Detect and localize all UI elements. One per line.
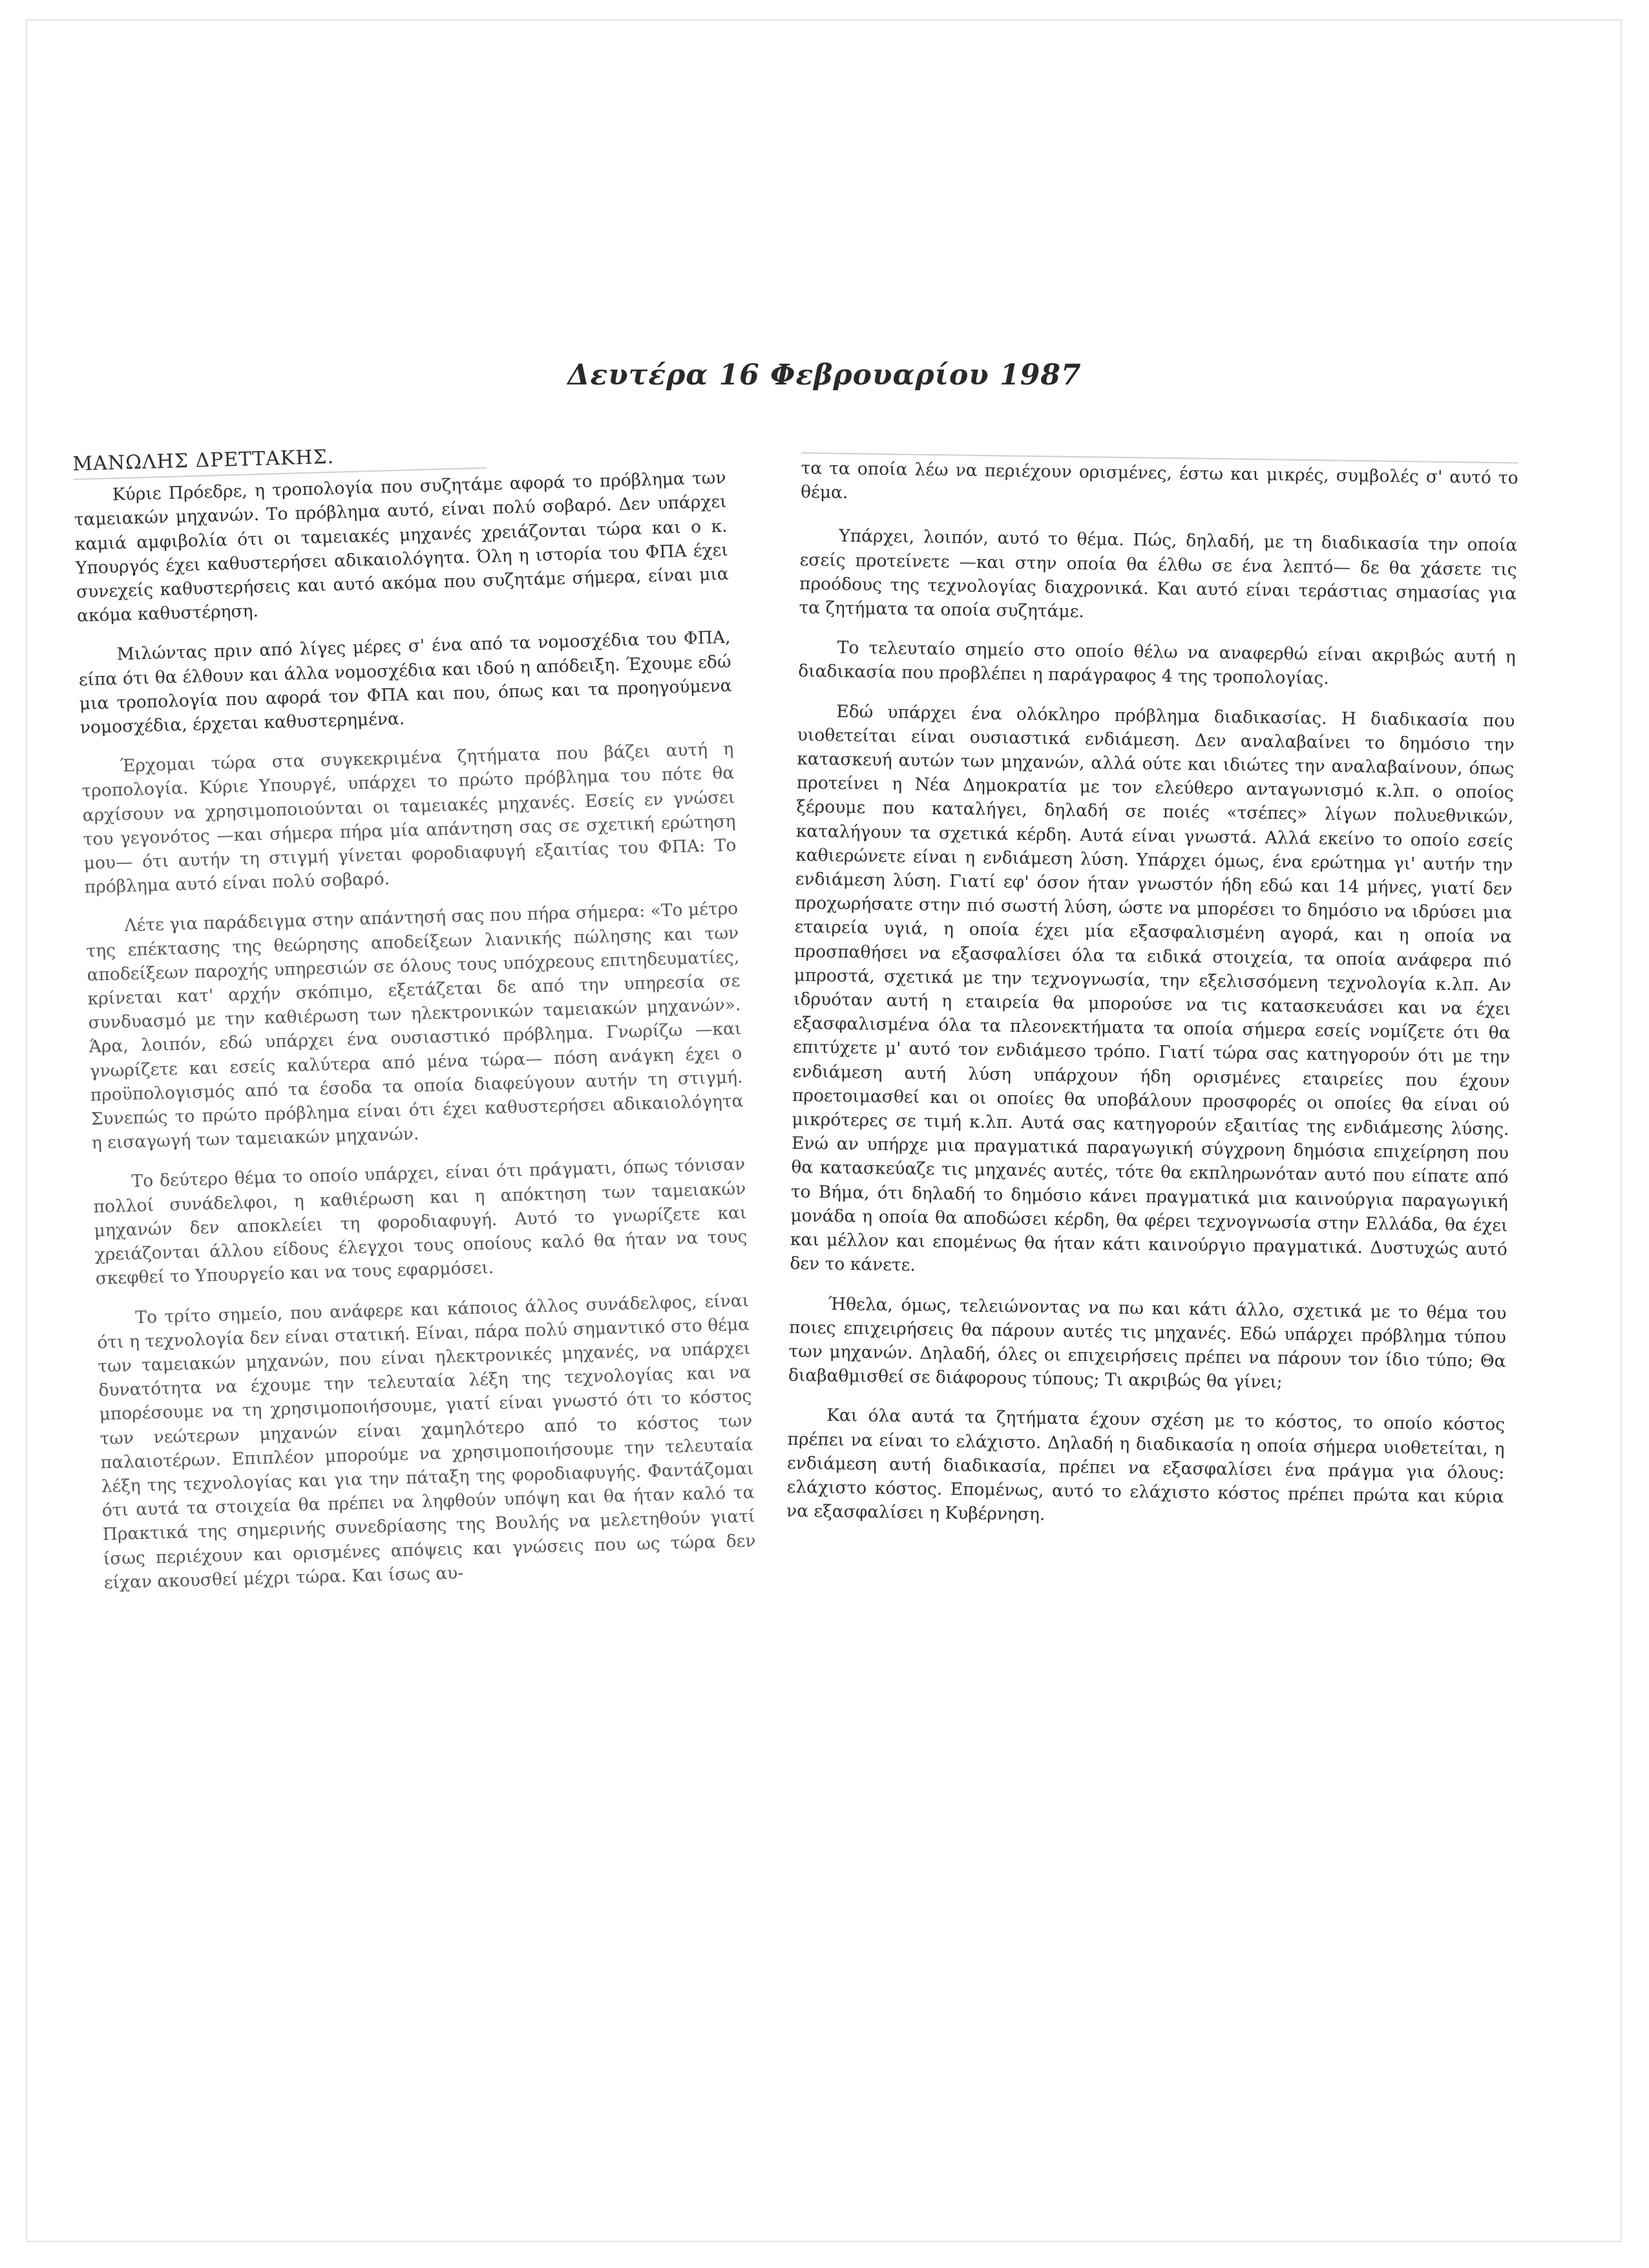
paragraph: Λέτε για παράδειγμα στην απάντησή σας που πήρα σήμερα: «Το μέτρο της επέκτασης της θεώρησης αποδείξεων λιανικής πώλησης και των αποδείξεων παροχής υπηρεσιών σε όλους τους υπόχρεους επιτηδευματίες, κρίνεται κατ' αρχήν σκόπιμο, εξετάζεται δε από την υπηρεσία σε συνδυασμό με την καθιέρωση των ηλεκτρονικών ταμειακών μηχανών». Άρα, λοιπόν, εδώ υπάρχει ένα ουσιαστικό πρόβλημα. Γνωρίζω —και γνωρίζετε και εσείς καλύτερα από μένα τώρα— πόση ανάγκη έχει ο προϋπολογισμός από τα έσοδα τα οποία διαφεύγουν αυτήν τη στιγμή. Συνεπώς το πρώτο πρόβλημα είναι ότι έχει καθυστερήσει αδικαιολόγητα η εισαγωγή των ταμειακών μηχανών. [86, 898, 744, 1153]
paragraph: Το δεύτερο θέμα το οποίο υπάρχει, είναι ότι πράγματι, όπως τόνισαν πολλοί συνάδελφοι, η καθιέρωση και η απόκτηση των ταμειακών μηχανών δεν αποκλείει τη φοροδιαφυγή. Αυτό το γνωρίζετε και χρειάζονται άλλου είδους έλεγχοι τους οποίους καλό θα ήταν να τους σκεφθεί το Υπουργείο και να τους εφαρμόσει. [93, 1154, 748, 1289]
paragraph: Το τρίτο σημείο, που ανάφερε και κάποιος άλλος συνάδελφος, είναι ότι η τεχνολογία δεν είναι στατική. Είναι, πάρα πολύ σημαντικό στο θέμα των ταμειακών μηχανών, που είναι ηλεκτρονικές μηχανές, να υπάρχει δυνατότητα να έχουμε την τελευταία λέξη της τεχνολογίας και να μπορέσουμε να τη χρησιμοποιήσουμε, γιατί είναι γνωστό ότι το κόστος των νεώτερων μηχανών είναι χαμηλότερο από το κόστος των παλαιοτέρων. Επιπλέον μπορούμε να χρησιμοποιήσουμε την τελευταία λέξη της τεχνολογίας και για την πάταξη της φοροδιαφυγής. Φαντάζομαι ότι αυτά τα στοιχεία θα πρέπει να ληφθούν υπόψη και θα ήταν καλό τα Πρακτικά της σημερινής συνεδρίασης της Βουλής να μελετηθούν γιατί ίσως περιέχουν και ορισμένες απόψεις και γνώσεις που ως τώρα δεν είχαν ακουσθεί μέχρι τώρα. Και ίσως αυ- [97, 1290, 756, 1593]
paragraph: Το τελευταίο σημείο στο οποίο θέλω να αναφερθώ είναι ακριβώς αυτή η διαδικασία που προβλέπει η παράγραφος 4 της τροπολογίας. [798, 638, 1516, 689]
speaker-name: ΜΑΝΩΛΗΣ ΔΡΕΤΤΑΚΗΣ. [72, 441, 487, 480]
right-text-column [786, 452, 1518, 1549]
paragraph: Και όλα αυτά τα ζητήματα έχουν σχέση με το κόστος, το οποίο κόστος πρέπει να είναι το ελάχιστο. Δηλαδή η διαδικασία η οποία σήμερα υιοθετείται, η ενδιάμεση αυτή διαδικασία, πρέπει να εξασφαλίσει ένα πράγμα για όλους: ελάχιστο κόστος. Επομένως, αυτό το ελάχιστο κόστος πρέπει πρώτα και κύρια να εξασφαλίσει η Κυβέρνηση. [786, 1405, 1506, 1525]
paragraph: Κύριε Πρόεδρε, η τροπολογία που συζητάμε αφορά το πρόβλημα των ταμειακών μηχανών. Το πρόβλημα αυτό, είναι πολύ σοβαρό. Δεν υπάρχει καμιά αμφιβολία ότι οι ταμειακές μηχανές χρειάζονται τώρα και ο κ. Υπουργός έχει καθυστερήσει αδικαιολόγητα. Όλη η ιστορία του ΦΠΑ έχει συνεχείς καθυστερήσεις και αυτό ακόμα που συζητάμε σήμερα, είναι μια ακόμα καθυστέρηση. [74, 467, 730, 627]
paragraph: Μιλώντας πριν από λίγες μέρες σ' ένα από τα νομοσχέδια του ΦΠΑ, είπα ότι θα έλθουν και άλλα νομοσχέδια και ιδού η απόδειξη. Έχουμε εδώ μια τροπολογία που αφορά τον ΦΠΑ και που, όπως και τα προηγούμενα νομοσχέδια, έρχεται καθυστερημένα. [78, 627, 732, 738]
paragraph: Εδώ υπάρχει ένα ολόκληρο πρόβλημα διαδικασίας. Η διαδικασία που υιοθετείται είναι ουσιαστικά ενδιάμεση. Δεν αναλαβαίνει το δημόσιο την κατασκευή αυτών των μηχανών, αλλά ούτε και ιδιώτες την αναλαβαίνουν, όπως προτείνει η Νέα Δημοκρατία με τον ελεύθερο ανταγωνισμό κ.λπ. ο οποίος ξέρουμε που καταλήγει, δηλαδή σε ποιές «τσέπες» λίγων πολυεθνικών, καταλήγουν τα σχετικά κέρδη. Αυτά είναι γνωστά. Αλλά εκείνο το οποίο εσείς καθιερώνετε είναι η ενδιάμεση λύση. Υπάρχει όμως, ένα ερώτημα γι' αυτήν την ενδιάμεση λύση. Γιατί εφ' όσον ήταν γνωστόν ήδη εδώ και 14 μήνες, γιατί δεν προχωρήσατε στην πιό σωστή λύση, ώστε να μπορέσει το δημόσιο να ιδρύσει μια εταιρεία υγιά, η οποία έχει μία εξασφαλισμένη αγορά, και η οποία να προσπαθήσει να εξασφαλίσει όλα τα ειδικά στοιχεία, τα οποία ανάφερα πιό μπροστά, σχετικά με την τεχνογνωσία, την εξελισσόμενη τεχνολογία κ.λπ. Αν ιδρυόταν αυτή η εταιρεία θα μπορούσε να τις κατασκευάσει και να έχει εξασφαλισμένα όλα τα πλεονεκτήματα τα οποία σήμερα εσείς νομίζετε ότι θα επιτύχετε μ' αυτό τον ενδιάμεσο τρόπο. Γιατί τώρα σας κατηγορούν ότι με την ενδιάμεση αυτή λύση υπάρχουν ήδη ορισμένες εταιρείες που έχουν προετοιμασθεί και οι οποίες θα υποβάλουν προσφορές οι οποίες θα είναι ού μικρότερες σε τιμή κ.λπ. Αυτά σας κατηγορούν εξαιτίας της ενδιάμεσης λύσης. Ενώ αν υπήρχε μια πραγματικά παραγωγική σύγχρονη δημόσια επιχείρηση που θα κατασκεύαζε τις μηχανές αυτές, τότε θα εκπληρωνόταν αυτό που είπατε από το Βήμα, ότι δηλαδή το δημόσιο κάνει πραγματικά μια καινούργια παραγωγική μονάδα η οποία θα αποδώσει κέρδη, θα φέρει τεχνογνωσία στην Ελλάδα, θα έχει και μέλλον και επομένως θα ήταν κάτι καινούργιο πραγματικά. Δυστυχώς αυτό δεν το κάνετε. [790, 701, 1515, 1276]
left-text-column [72, 434, 757, 1610]
page-date-heading: Δευτέρα 16 Φεβρουαρίου 1987 [567, 359, 1082, 392]
paragraph: Ήθελα, όμως, τελειώνοντας να πω και κάτι άλλο, σχετικά με το θέμα του ποιες επιχειρήσεις θα πάρουν αυτές τις μηχανές. Εδώ υπάρχει πρόβλημα τύπου των μηχανών. Δηλαδή, όλες οι επιχειρήσεις πρέπει να πάρουν τον ίδιο τύπο; Θα διαβαθμισθεί σε διάφορους τύπους; Τι ακριβώς θα γίνει; [788, 1294, 1507, 1392]
paragraph: Έρχομαι τώρα στα συγκεκριμένα ζητήματα που βάζει αυτή η τροπολογία. Κύριε Υπουργέ, υπάρχει το πρώτο πρόβλημα του πότε θα αρχίσουν να χρησιμοποιούνται οι ταμειακές μηχανές. Εσείς εν γνώσει του γεγονότος —και σήμερα πήρα μία απάντηση σας σε σχετική ερώτηση μου— ότι αυτήν τη στιγμή γίνεται φοροδιαφυγή εξαιτίας του ΦΠΑ: Το πρόβλημα αυτό είναι πολύ σοβαρό. [81, 739, 737, 898]
paragraph: Υπάρχει, λοιπόν, αυτό το θέμα. Πώς, δηλαδή, με τη διαδικασία την οποία εσείς προτείνετε —και στην οποία θα έλθω σε ένα λεπτό— δε θα χάσετε τις προόδους της τεχνολογίας διαχρονικά. Και αυτό είναι τεράστιας σημασίας για τα ζητήματα τα οποία συζητάμε. [799, 526, 1518, 622]
continued-paragraph: τα τα οποία λέω να περιέχουν ορισμένες, έστω και μικρές, συμβολές σ' αυτό το θέμα. [801, 452, 1518, 514]
